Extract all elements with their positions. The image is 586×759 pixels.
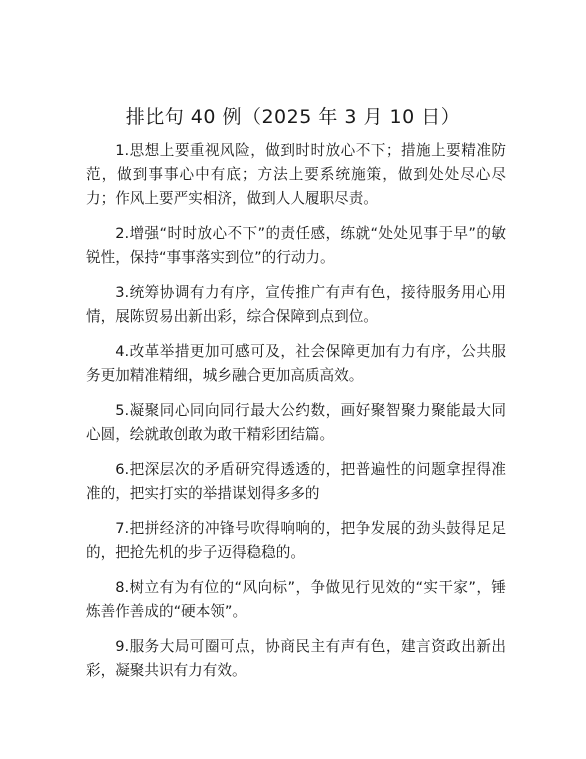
document-body	[86, 139, 506, 694]
paragraph-6: 6.把深层次的矛盾研究得透透的，把普遍性的问题拿捏得准准的，把实打实的举措谋划得多多的	[86, 461, 506, 502]
paragraph-9: 9.服务大局可圈可点，协商民主有声有色，建言资政出新出彩，凝聚共识有力有效。	[86, 638, 506, 679]
paragraph-4: 4.改革举措更加可感可及，社会保障更加有力有序，公共服务更加精准精细，城乡融合更加高质高效。	[86, 343, 506, 384]
paragraph-7: 7.把拼经济的冲锋号吹得响响的，把争发展的劲头鼓得足足的，把抢先机的步子迈得稳稳的。	[86, 520, 506, 561]
paragraph-1: 1.思想上要重视风险，做到时时放心不下；措施上要精准防范，做到事事心中有底；方法上要系统施策，做到处处尽心尽力；作风上要严实相济，做到人人履职尽责。	[86, 142, 506, 207]
paragraph-2: 2.增强“时时放心不下”的责任感，练就“处处见事于早”的敏锐性，保持“事事落实到位”的行动力。	[86, 225, 506, 266]
paragraph-3: 3.统筹协调有力有序，宣传推广有声有色，接待服务用心用情，展陈贸易出新出彩，综合保障到点到位。	[86, 284, 506, 325]
document-title: 排比句 40 例（2025 年 3 月 10 日）	[125, 106, 461, 128]
paragraph-5: 5.凝聚同心同向同行最大公约数，画好聚智聚力聚能最大同心圆，绘就敢创敢为敢干精彩团结篇。	[86, 402, 506, 443]
paragraph-8: 8.树立有为有位的“风向标”，争做见行见效的“实干家”，锤炼善作善成的“硬本领”。	[86, 579, 506, 620]
